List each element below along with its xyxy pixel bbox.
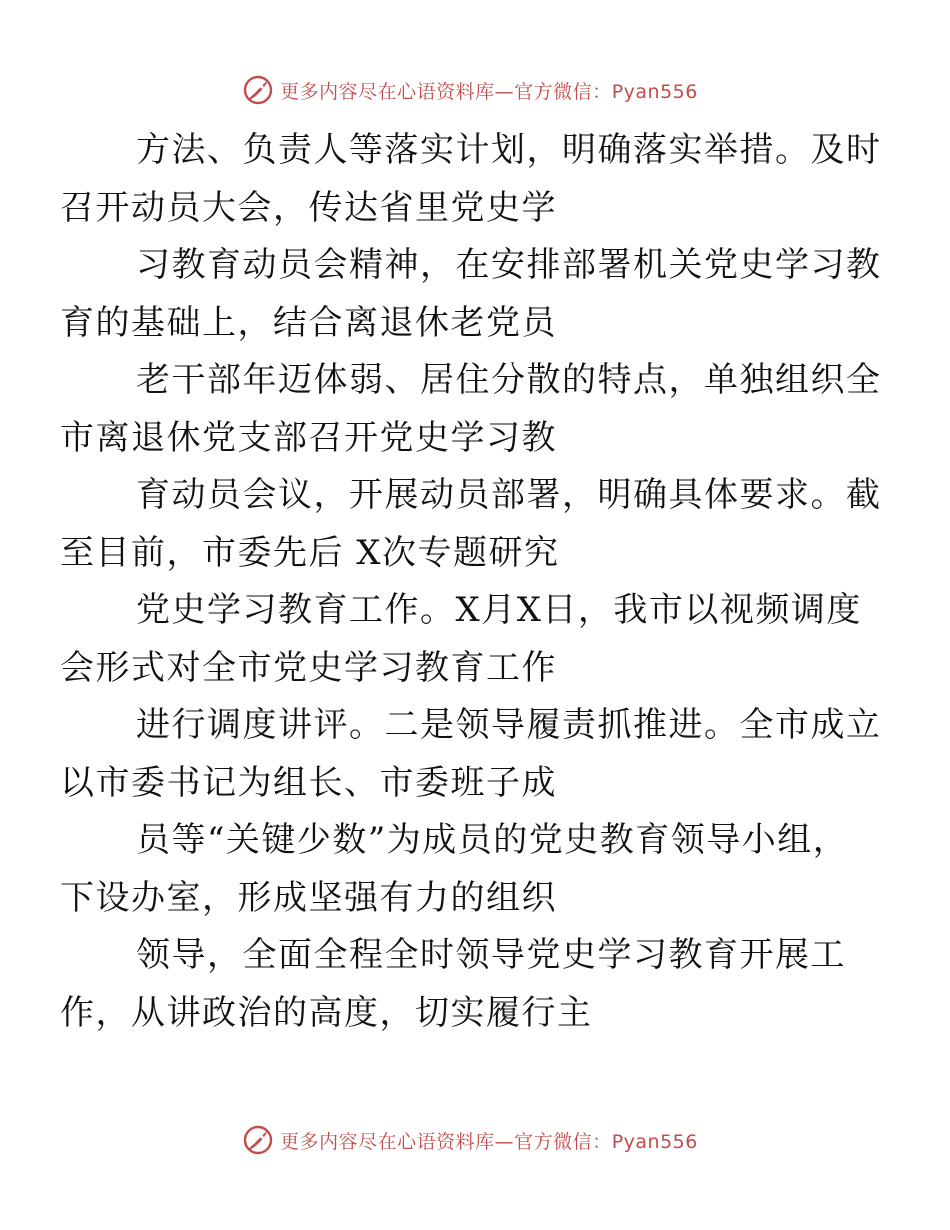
paragraph-line-2: 下设办室，形成坚强有力的组织	[60, 877, 557, 918]
paragraph-line-2: 至目前，市委先后 X次专题研究	[60, 532, 560, 573]
footer-banner-id: Pyan556	[611, 1130, 698, 1153]
paragraph-line-1: 育动员会议，开展动员部署，明确具体要求。截	[136, 475, 882, 515]
paragraph-line-2: 召开动员大会，传达省里党史学	[60, 187, 557, 228]
paragraph-line-1: 员等“关键少数”为成员的党史教育领导小组，	[136, 820, 849, 860]
paragraph-line-1: 习教育动员会精神，在安排部署机关党史学习教	[136, 245, 882, 285]
paragraph-line-1: 党史学习教育工作。X月X日，我市以视频调度	[136, 590, 862, 630]
paragraph	[60, 467, 882, 582]
paragraph-line-2: 作，从讲政治的高度，切实履行主	[60, 992, 593, 1033]
quill-pen-logo-icon	[242, 74, 274, 106]
paragraph-line-1: 方法、负责人等落实计划，明确落实举措。及时	[136, 130, 882, 170]
footer-banner-wechat: 官方微信：	[514, 1130, 612, 1153]
footer-banner-inner	[242, 1124, 698, 1156]
paragraph-line-2: 会形式对全市党史学习教育工作	[60, 647, 557, 688]
paragraph-line-2: 市离退休党支部召开党史学习教	[60, 417, 557, 458]
paragraph-line-1: 进行调度讲评。二是领导履责抓推进。全市成立	[136, 705, 882, 745]
paragraph	[60, 122, 882, 237]
quill-pen-logo-icon	[242, 1124, 274, 1156]
paragraph	[60, 927, 858, 1042]
footer-banner	[0, 1120, 950, 1160]
paragraph	[60, 352, 882, 467]
paragraph-line-1: 老干部年迈体弱、居住分散的特点，单独组织全	[136, 360, 882, 400]
footer-banner-text	[280, 1127, 698, 1154]
paragraph	[60, 812, 858, 927]
paragraph-line-2: 以市委书记为组长、市委班子成	[60, 762, 557, 803]
paragraph	[60, 697, 882, 812]
document-body	[60, 122, 882, 1042]
paragraph-line-2: 育的基础上，结合离退休老党员	[60, 302, 557, 343]
paragraph-line-1: 领导，全面全程全时领导党史学习教育开展工	[136, 935, 846, 975]
footer-banner-main: 更多内容尽在心语资料库	[280, 1130, 495, 1153]
header-banner	[0, 70, 950, 110]
header-banner-dash: —	[494, 80, 515, 103]
paragraph	[60, 237, 882, 352]
header-banner-id: Pyan556	[611, 80, 698, 103]
header-banner-wechat: 官方微信：	[514, 80, 612, 103]
paragraph	[60, 582, 862, 697]
footer-banner-dash: —	[494, 1130, 515, 1153]
header-banner-inner	[242, 74, 698, 106]
header-banner-main: 更多内容尽在心语资料库	[280, 80, 495, 103]
header-banner-text	[280, 77, 698, 104]
